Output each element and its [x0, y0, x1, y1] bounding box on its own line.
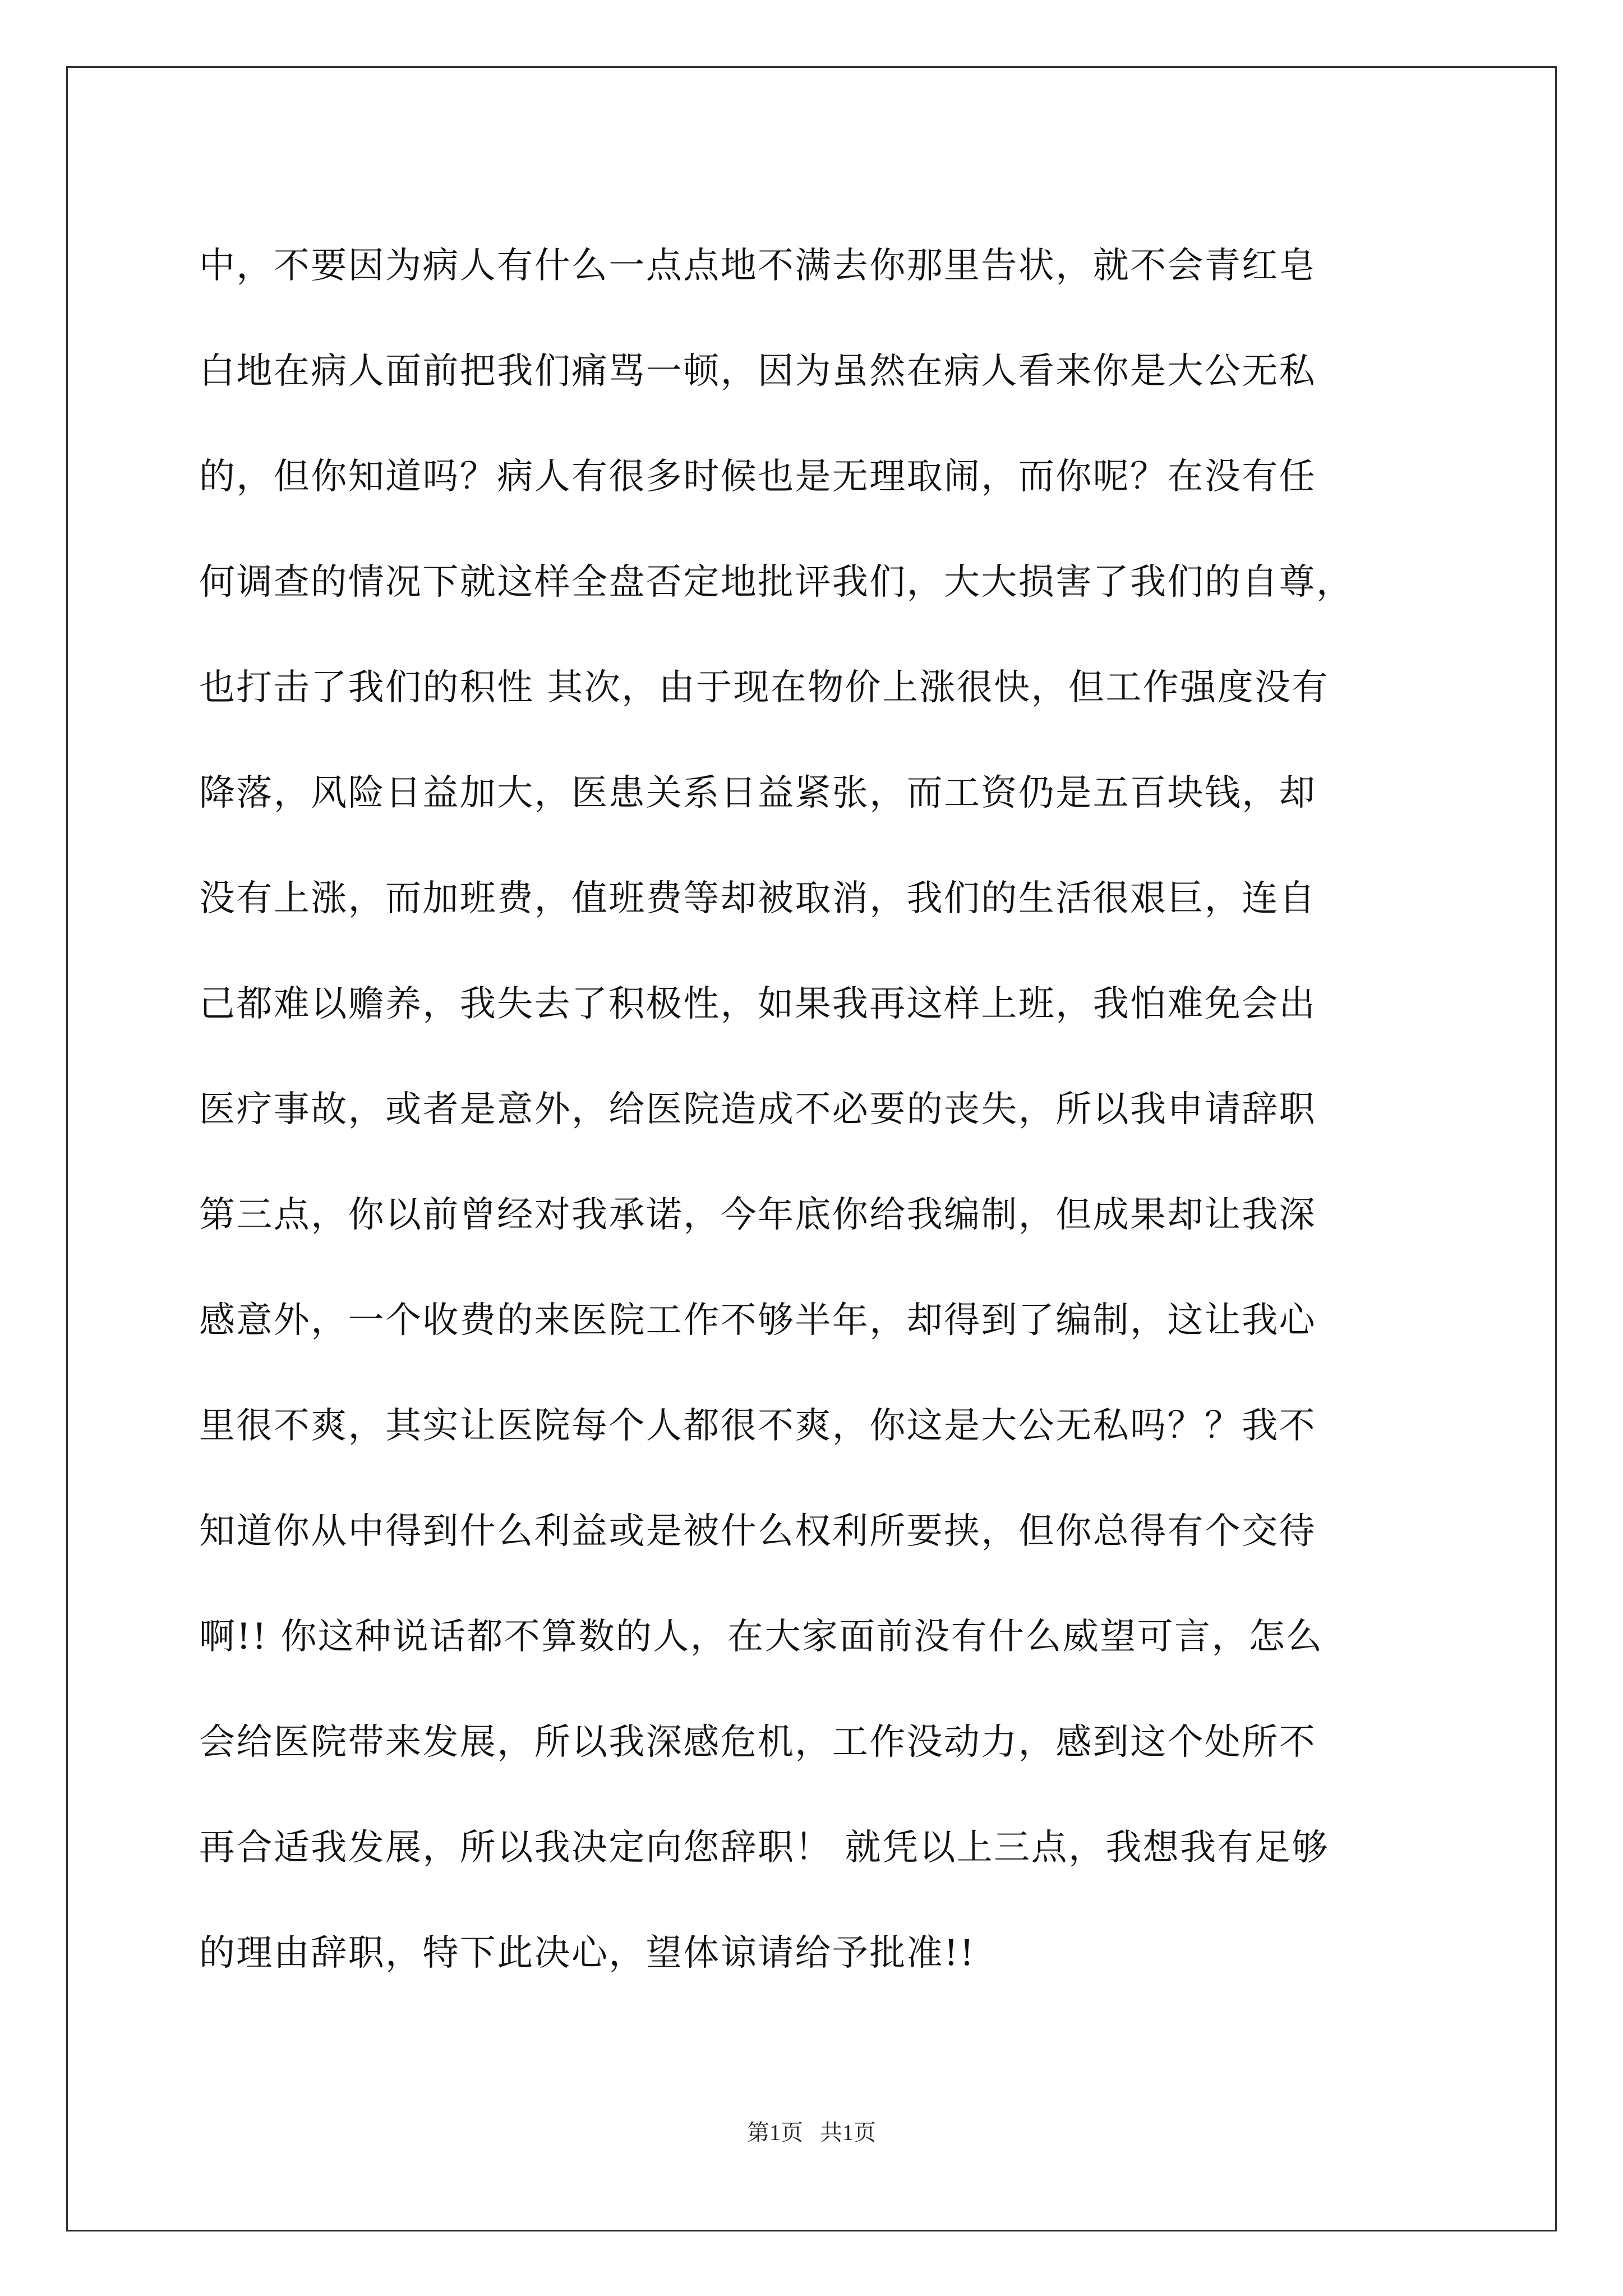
text-line: 里很不爽，其实让医院每个人都很不爽，你这是大公无私吗？？我不 [199, 1405, 1316, 1447]
text-line: 医疗事故，或者是意外，给医院造成不必要的丧失，所以我申请辞职 [199, 1089, 1316, 1130]
page-number: 第1页 共1页 [747, 2120, 876, 2145]
text-line: 降落，风险日益加大，医患关系日益紧张，而工资仍是五百块钱，却 [199, 772, 1316, 814]
text-line: 再合适我发展，所以我决定向您辞职！ 就凭以上三点，我想我有足够 [199, 1827, 1329, 1869]
document-body [199, 213, 1441, 2006]
text-line: 白地在病人面前把我们痛骂一顿，因为虽然在病人看来你是大公无私 [199, 351, 1316, 392]
text-line: 感意外，一个收费的来医院工作不够半年，却得到了编制，这让我心 [199, 1300, 1316, 1341]
text-line: 知道你从中得到什么利益或是被什么权利所要挟，但你总得有个交待 [199, 1511, 1316, 1552]
text-line: 的，但你知道吗？病人有很多时候也是无理取闹，而你呢？在没有任 [199, 456, 1316, 498]
text-line: 第三点，你以前曾经对我承诺，今年底你给我编制，但成果却让我深 [199, 1194, 1316, 1236]
text-line: 中，不要因为病人有什么一点点地不满去你那里告状，就不会青红皂 [199, 245, 1316, 287]
text-line: 会给医院带来发展，所以我深感危机，工作没动力，感到这个处所不 [199, 1722, 1316, 1763]
text-line: 没有上涨，而加班费，值班费等却被取消，我们的生活很艰巨，连自 [199, 878, 1316, 919]
text-line: 啊!! 你这种说话都不算数的人，在大家面前没有什么威望可言，怎么 [199, 1616, 1324, 1658]
text-line: 己都难以赡养，我失去了积极性，如果我再这样上班，我怕难免会出 [199, 983, 1316, 1025]
text-line: 的理由辞职，特下此决心，望体谅请给予批准!! [199, 1932, 976, 1974]
text-line: 也打击了我们的积性 其次，由于现在物价上涨很快，但工作强度没有 [199, 667, 1329, 708]
text-line: 何调查的情况下就这样全盘否定地批评我们，大大损害了我们的自尊， [199, 562, 1354, 603]
